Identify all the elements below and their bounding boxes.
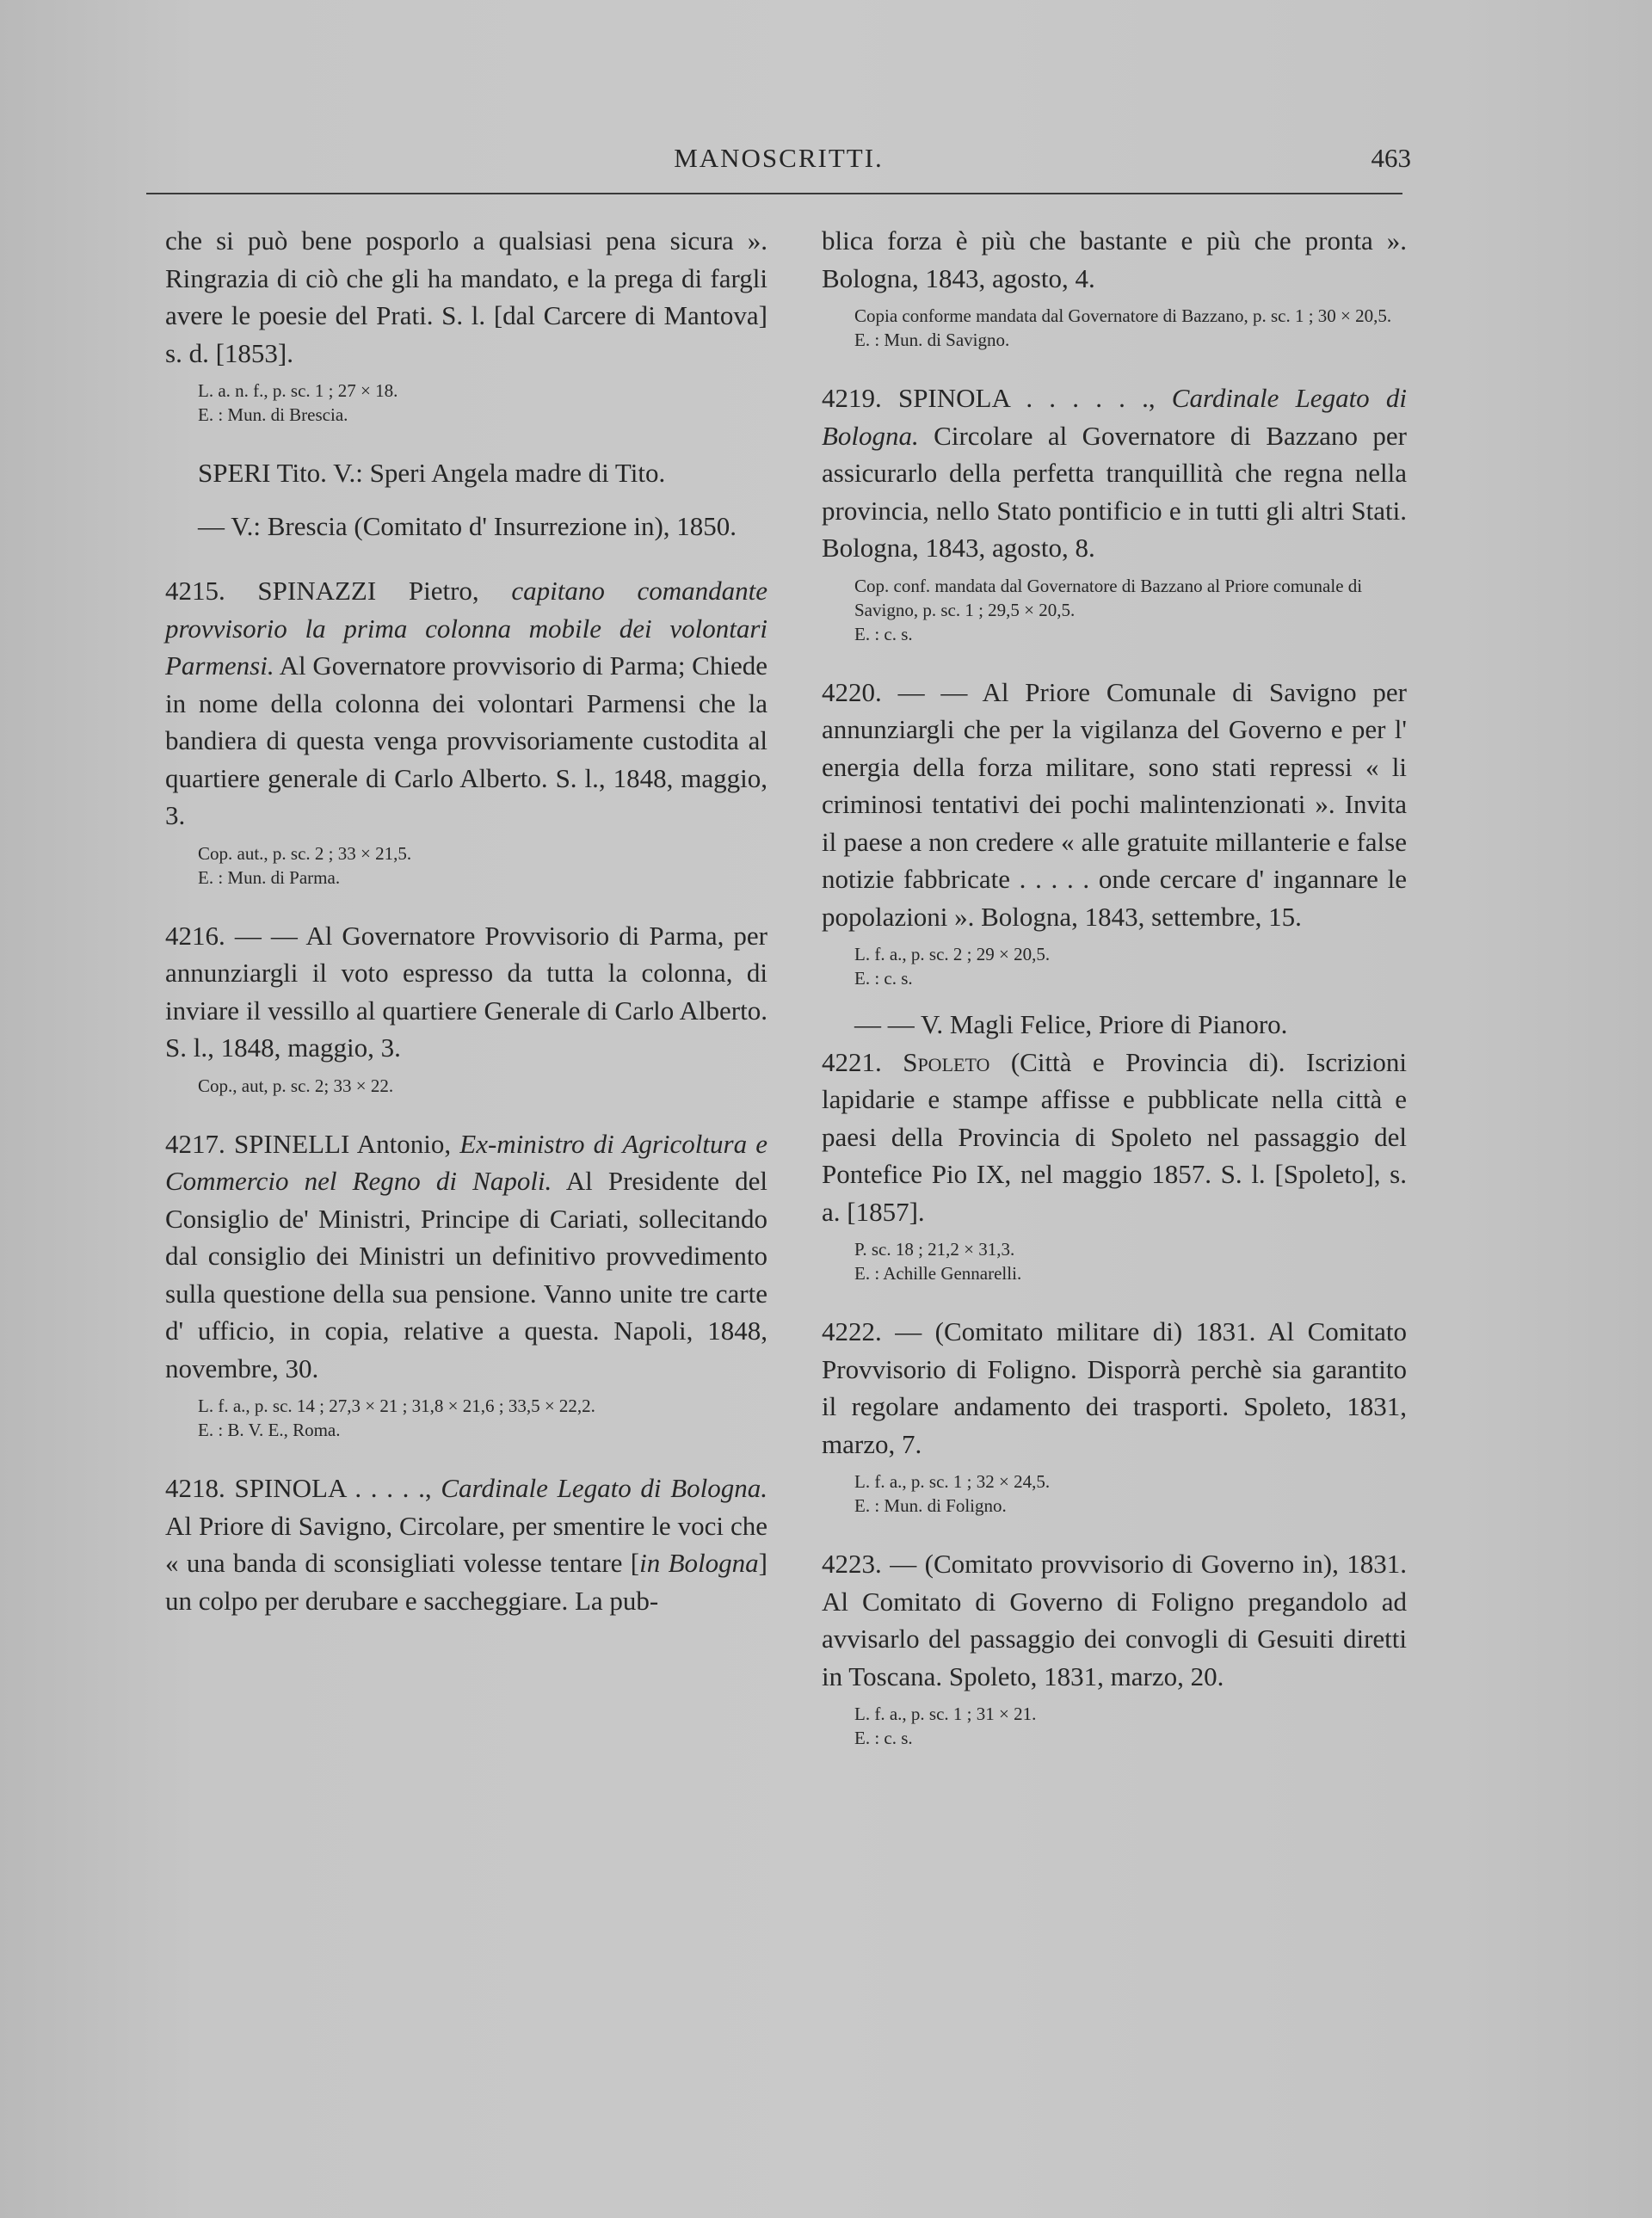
entry-meta	[822, 942, 1407, 990]
header-rule	[146, 193, 1402, 194]
meta-line: E. : c. s.	[854, 1728, 913, 1748]
meta-line: E. : c. s.	[854, 623, 913, 644]
meta-line: E. : Mun. di Savigno.	[854, 330, 1010, 350]
entry-text: — — Al Governatore Provvisorio di Parma, per annunziargli il voto espresso da tutta la colonna, di inviare il vessillo al quartiere Generale di Carlo Alberto. S. l., 1848, maggio, 3.	[165, 920, 768, 1063]
meta-line: E. : B. V. E., Roma.	[198, 1420, 341, 1440]
meta-line: L. f. a., p. sc. 14 ; 27,3 × 21 ; 31,8 × 21,6 ; 33,5 × 22,2.	[198, 1395, 595, 1416]
cross-reference-text: — — V. Magli Felice, Priore di Pianoro.	[854, 1009, 1288, 1039]
entry-4216	[165, 917, 767, 1067]
entry-text: Circolare al Governatore di Bazzano per assicurarlo della perfetta tranquillità che regna nella provincia, nello Stato pontificio e in tutti gli altri Stati. Bologna, 1843, agosto, 8.	[822, 420, 1407, 563]
entry-number: 4223.	[822, 1549, 882, 1579]
meta-line: E. : Mun. di Foligno.	[854, 1495, 1007, 1516]
entry-text: Al Governatore provvisorio di Parma; Chiede in nome della colonna dei volontari Parmensi che la bandiera di questa venga provvisoriamente custodita al quartiere generale di Carlo Alberto. S. l., 1848, maggio, 3.	[165, 650, 767, 830]
entry-meta	[822, 1237, 1407, 1285]
entry-continuation	[165, 222, 767, 372]
entry-name: Spoleto	[903, 1046, 990, 1077]
entry-number: 4219.	[822, 383, 882, 413]
entry-name: SPINAZZI Pietro,	[257, 576, 479, 606]
entry-title: Cardinale Legato di Bologna.	[822, 383, 1407, 451]
entry-name: SPINOLA . . . . .,	[234, 1473, 432, 1503]
entry-4220	[822, 674, 1407, 936]
entry-number: 4221.	[822, 1046, 882, 1077]
page-header	[146, 138, 1411, 181]
entry-name: SPINOLA . . . . . .,	[897, 383, 1156, 413]
entry-number: 4215.	[165, 576, 225, 606]
entry-text: — — Al Priore Comunale di Savigno per annunziargli che per la vigilanza del Governo e per l' energia della forza militare, sono stati repressi « li criminosi tentativi dei pochi malintenzionati ». Invita il paese a non credere « alle gratuite millanterie e false notizie fabbricate . . . . . onde cercare d' ingannare le popolazioni ». Bologna, 1843, settembre, 15.	[822, 676, 1408, 932]
entry-number: 4220.	[822, 676, 882, 707]
cross-reference	[165, 508, 767, 545]
entry-meta	[822, 574, 1407, 646]
cross-reference	[822, 1006, 1407, 1044]
entry-number: 4218.	[165, 1473, 225, 1503]
entry-title: capitano comandante provvisorio la prima colonna mobile dei volontari Parmensi.	[165, 576, 768, 681]
entry-meta	[822, 1702, 1407, 1750]
right-column	[822, 222, 1407, 1750]
meta-line: Cop. conf. mandata dal Governatore di Bazzano al Priore comunale di Savigno, p. sc. 1 ; 29,5 × 20,5.	[854, 575, 1363, 620]
entry-number: 4222.	[822, 1316, 882, 1346]
meta-line: L. a. n. f., p. sc. 1 ; 27 × 18.	[198, 380, 398, 401]
entry-meta	[822, 304, 1407, 352]
entry-text: blica forza è più che bastante e più che pronta ». Bologna, 1843, agosto, 4.	[822, 225, 1407, 293]
cross-reference	[165, 454, 767, 492]
meta-line: Cop. aut., p. sc. 2 ; 33 × 21,5.	[198, 842, 412, 864]
meta-line: P. sc. 18 ; 21,2 × 31,3.	[854, 1239, 1015, 1260]
entry-text-italic: in Bologna	[639, 1548, 759, 1578]
entry-number: 4216.	[165, 920, 225, 951]
entry-meta	[165, 1074, 767, 1098]
meta-line: L. f. a., p. sc. 1 ; 31 × 21.	[854, 1704, 1037, 1724]
entry-4218	[165, 1469, 767, 1619]
running-title: MANOSCRITTI.	[674, 143, 884, 173]
page-number: 463	[1371, 143, 1411, 173]
entry-text: Al Priore di Savigno, Circolare, per smentire le voci che « una banda di sconsigliati volesse tentare [	[165, 1510, 767, 1578]
entry-4221	[822, 1044, 1407, 1231]
entry-4215	[165, 572, 767, 835]
entry-title: Ex-ministro di Agricoltura e Commercio nel Regno di Napoli.	[165, 1128, 768, 1196]
entry-4223	[822, 1545, 1407, 1695]
meta-line: E. : c. s.	[854, 968, 913, 989]
entry-text: — (Comitato provvisorio di Governo in), 1831. Al Comitato di Governo di Foligno pregandolo ad avvisarlo del passaggio dei convogli di Gesuiti diretti in Toscana. Spoleto, 1831, marzo, 20.	[822, 1549, 1408, 1691]
entry-text: che si può bene posporlo a qualsiasi pena sicura ». Ringrazia di ciò che gli ha mandato, e la prega di fargli avere le poesie del Prati. S. l. [dal Carcere di Mantova] s. d. [1853].	[165, 225, 767, 368]
meta-line: E. : Mun. di Parma.	[198, 866, 341, 888]
entry-text: — (Comitato militare di) 1831. Al Comitato Provvisorio di Foligno. Disporrà perchè sia garantito il regolare andamento dei trasporti. Spoleto, 1831, marzo, 7.	[822, 1316, 1407, 1459]
left-column	[165, 222, 767, 1619]
entry-continuation	[822, 222, 1407, 297]
entry-name: SPINELLI Antonio,	[233, 1128, 452, 1159]
cross-reference-text: — V.: Brescia (Comitato d' Insurrezione in), 1850.	[198, 510, 737, 541]
meta-line: Cop., aut, p. sc. 2; 33 × 22.	[198, 1075, 394, 1096]
entry-text: ] un colpo per derubare e saccheggiare. La pub-	[165, 1548, 767, 1616]
entry-4222	[822, 1313, 1407, 1463]
entry-number: 4217.	[165, 1128, 225, 1159]
entry-meta	[165, 841, 767, 890]
meta-line: E. : Mun. di Brescia.	[198, 404, 348, 425]
entry-4219	[822, 379, 1407, 567]
entry-title: Cardinale Legato di Bologna.	[441, 1473, 768, 1503]
entry-meta	[165, 379, 767, 427]
meta-line: Copia conforme mandata dal Governatore di Bazzano, p. sc. 1 ; 30 × 20,5.	[854, 305, 1392, 326]
meta-line: E. : Achille Gennarelli.	[854, 1263, 1022, 1284]
meta-line: L. f. a., p. sc. 2 ; 29 × 20,5.	[854, 944, 1051, 964]
meta-line: L. f. a., p. sc. 1 ; 32 × 24,5.	[854, 1471, 1051, 1492]
entry-4217	[165, 1125, 767, 1388]
entry-text: Al Presidente del Consiglio de' Ministri, Principe di Cariati, sollecitando dal consiglio dei Ministri un definitivo provvedimento sulla questione della sua pensione. Vanno unite tre carte d' ufficio, in copia, relative a questa. Napoli, 1848, novembre, 30.	[165, 1166, 767, 1383]
entry-text: (Città e Provincia di). Iscrizioni lapidarie e stampe affisse e pubblicate nella città e paesi della Provincia di Spoleto nel passaggio del Pontefice Pio IX, nel maggio 1857. S. l. [Spoleto], s. a. [1857].	[822, 1046, 1408, 1227]
cross-reference-text: SPERI Tito. V.: Speri Angela madre di Tito.	[198, 458, 666, 488]
entry-meta	[822, 1469, 1407, 1518]
entry-meta	[165, 1394, 767, 1442]
